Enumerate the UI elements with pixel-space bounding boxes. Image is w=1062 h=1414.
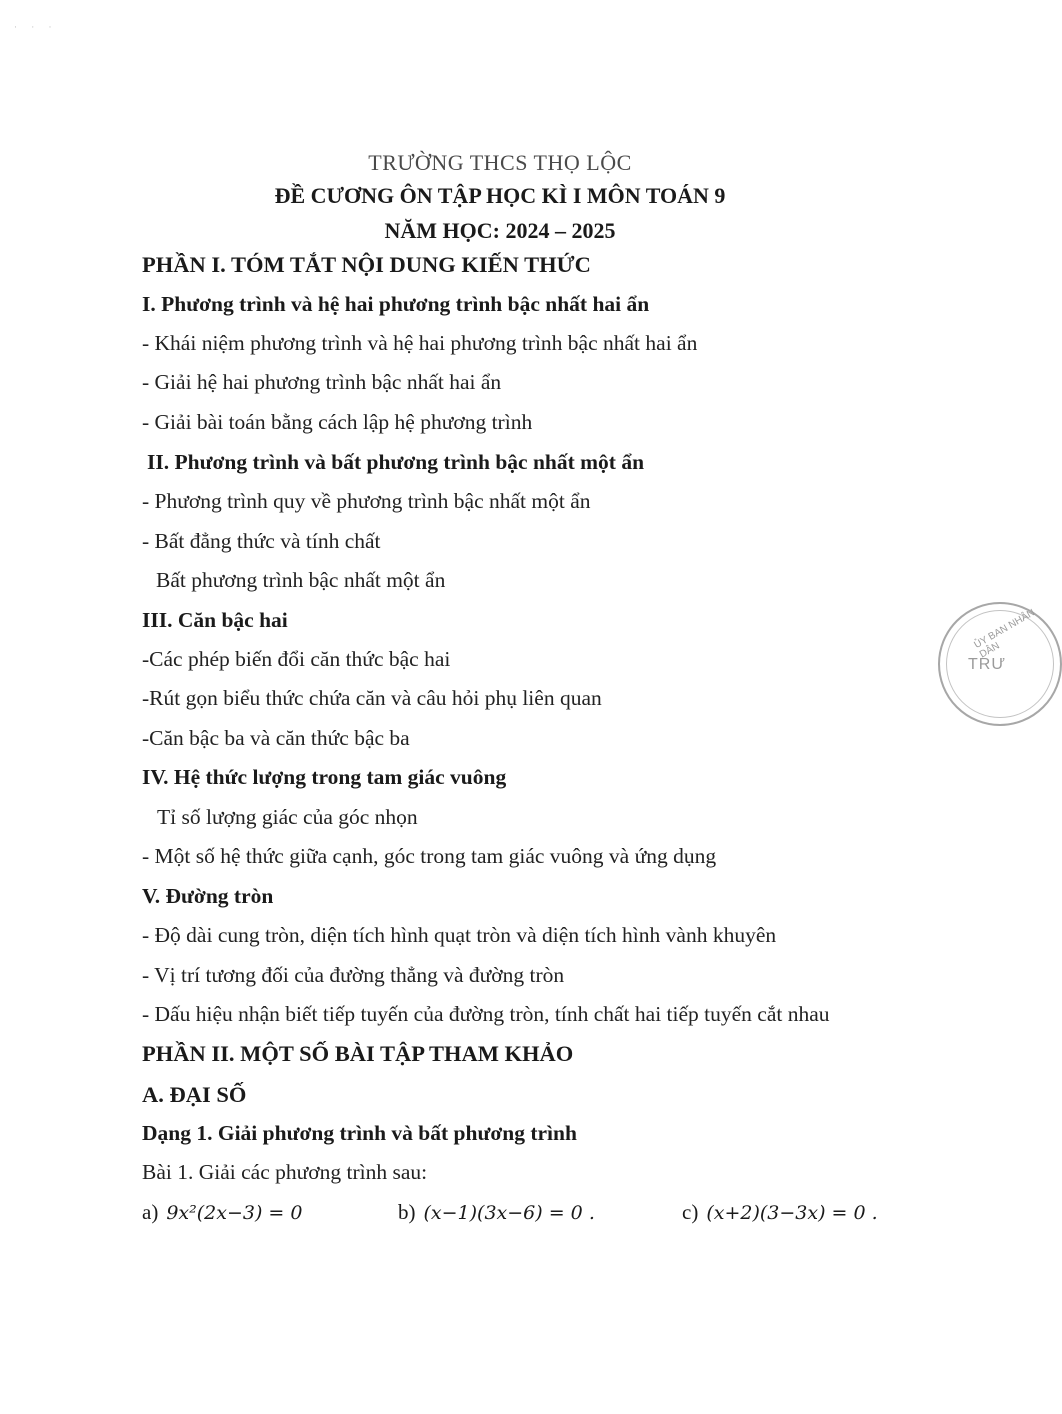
exercise-item-c: [682, 1200, 878, 1225]
list-item: - Dấu hiệu nhận biết tiếp tuyến của đường tròn, tính chất hai tiếp tuyến cắt nhau: [142, 1002, 830, 1026]
section-1-heading: I. Phương trình và hệ hai phương trình bậc nhất hai ẩn: [142, 292, 650, 316]
exercise-label: b): [398, 1200, 416, 1224]
list-item: -Các phép biến đổi căn thức bậc hai: [142, 647, 451, 671]
equation: (x−1)(3x−6) = 0 .: [423, 1202, 595, 1224]
list-item: - Bất đẳng thức và tính chất: [142, 529, 381, 553]
section-2-heading: II. Phương trình và bất phương trình bậc nhất một ẩn: [147, 450, 645, 474]
part-2-heading: PHẦN II. MỘT SỐ BÀI TẬP THAM KHẢO: [142, 1041, 574, 1066]
list-item: - Khái niệm phương trình và hệ hai phương trình bậc nhất hai ẩn: [142, 331, 698, 355]
subsection-a-heading: A. ĐẠI SỐ: [142, 1082, 247, 1107]
exercise-label: c): [682, 1200, 699, 1224]
document-title: ĐỀ CƯƠNG ÔN TẬP HỌC KÌ I MÔN TOÁN 9: [274, 183, 726, 208]
list-item: -Căn bậc ba và căn thức bậc ba: [142, 726, 410, 750]
exercise-1-prompt: Bài 1. Giải các phương trình sau:: [142, 1160, 428, 1184]
list-item: - Vị trí tương đối của đường thẳng và đường tròn: [142, 963, 565, 987]
section-5-heading: V. Đường tròn: [142, 884, 274, 908]
part-1-heading: PHẦN I. TÓM TẮT NỘI DUNG KIẾN THỨC: [142, 252, 591, 277]
section-3-heading: III. Căn bậc hai: [142, 608, 288, 632]
scan-artifact: · · ·: [14, 22, 58, 32]
list-item: Tỉ số lượng giác của góc nhọn: [157, 805, 418, 829]
equation: (x+2)(3−3x) = 0 .: [706, 1202, 878, 1224]
exercise-item-b: [398, 1200, 595, 1225]
list-item: -Rút gọn biểu thức chứa căn và câu hỏi phụ liên quan: [142, 686, 602, 710]
list-item: - Giải hệ hai phương trình bậc nhất hai ẩn: [142, 370, 502, 394]
school-year: NĂM HỌC: 2024 – 2025: [384, 218, 616, 243]
list-item: - Một số hệ thức giữa cạnh, góc trong tam giác vuông và ứng dụng: [142, 844, 717, 868]
list-item: - Độ dài cung tròn, diện tích hình quạt tròn và diện tích hình vành khuyên: [142, 923, 777, 947]
stamp-text: TRƯ: [968, 656, 1006, 673]
list-item: - Phương trình quy về phương trình bậc nhất một ẩn: [142, 489, 591, 513]
list-item: - Giải bài toán bằng cách lập hệ phương trình: [142, 410, 533, 434]
exercise-label: a): [142, 1200, 159, 1224]
section-4-heading: IV. Hệ thức lượng trong tam giác vuông: [142, 765, 507, 789]
school-name: TRƯỜNG THCS THỌ LỘC: [368, 150, 632, 175]
type-1-heading: Dạng 1. Giải phương trình và bất phương trình: [142, 1121, 577, 1145]
list-item: Bất phương trình bậc nhất một ẩn: [156, 568, 446, 592]
school-stamp: [938, 602, 1062, 726]
equation: 9x²(2x−3) = 0: [166, 1202, 303, 1224]
stamp-top-text: ỦY BAN NHÂN DÂN: [972, 607, 1037, 661]
exercise-item-a: [142, 1200, 302, 1225]
